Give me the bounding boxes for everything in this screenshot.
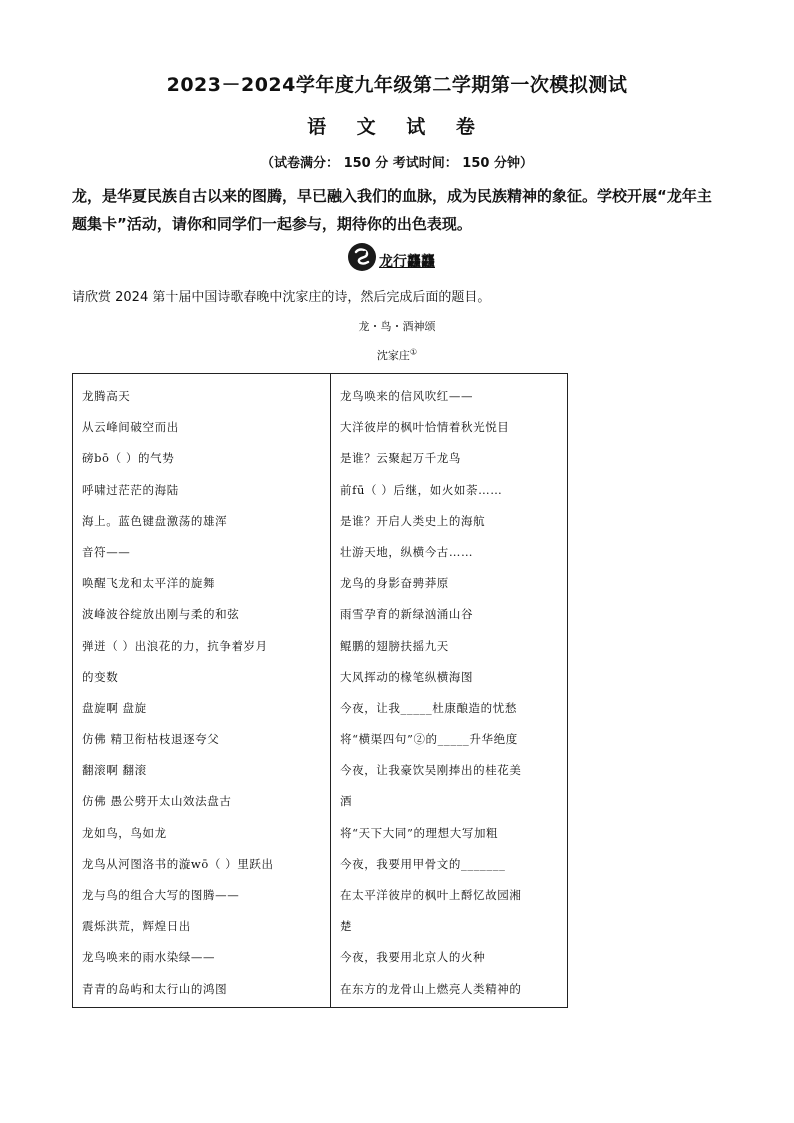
page-title: 2023－2024学年度九年级第二学期第一次模拟测试 (166, 74, 628, 96)
poem-line: 仿佛 愚公劈开太山效法盘古 (82, 794, 232, 809)
poem-line: 今夜，我要用北京人的火种 (340, 950, 486, 965)
poem-line: 仿佛 精卫衔枯枝退逐夸父 (82, 732, 220, 747)
author-footnote-marker: ① (409, 347, 418, 357)
poem-line: 磅bō（ ）的气势 (82, 451, 175, 466)
poem-line: 龙鸟从河图洛书的漩wō（ ）里跃出 (82, 856, 274, 871)
exam-meta: （试卷满分： 150 分 考试时间： 150 分钟） (261, 156, 533, 171)
poem-line: 将“天下大同”的理想大写加粗 (340, 825, 499, 840)
poem-line: 龙如鸟，鸟如龙 (82, 825, 167, 840)
poem-line: 壮游天地，纵横今古…… (340, 544, 474, 559)
poem-line: 唤醒飞龙和太平洋的旋舞 (82, 576, 216, 591)
poem-line: 海上。蓝色键盘激荡的雄浑 (82, 513, 228, 528)
poem-line: 在太平洋彼岸的枫叶上酹忆故园湘 (340, 888, 522, 902)
poem-line: 弹迸（ ）出浪花的力，抗争着岁月 (82, 638, 268, 653)
poem-line: 雨雪孕育的新绿汹涌山谷 (340, 607, 474, 622)
poem-line: 楚 (340, 919, 353, 934)
poem-line: 龙与鸟的组合大写的图腾—— (82, 888, 240, 902)
poem-line: 大洋彼岸的枫叶恰情着秋光悦目 (340, 420, 510, 435)
poem-line: 今夜，让我_____杜康酿造的忧愁 (340, 700, 517, 715)
poem-line: 音符—— (82, 544, 131, 559)
poem-line: 是谁？云聚起万千龙鸟 (340, 451, 461, 466)
poem-author: 沈家庄 (376, 349, 410, 362)
intro-paragraph: 龙，是华夏民族自古以来的图腾，早已融入我们的血脉，成为民族精神的象征。学校开展“龙年主题集卡”活动，请你和同学们一起参与，期待你的出色表现。 (72, 187, 712, 233)
poem-line: 龙鸟的身影奋骋莽原 (340, 576, 449, 591)
exam-subtitle: 语 文 试 卷 (307, 116, 487, 138)
poem-line: 龙鸟唤来的信风吹红—— (340, 389, 474, 403)
poem-line: 翻滚啊 翻滚 (82, 763, 147, 778)
poem-line: 前fū（ ）后继，如火如荼…… (340, 482, 503, 497)
instruction-text: 请欣赏 2024 第十届中国诗歌春晚中沈家庄的诗，然后完成后面的题目。 (72, 290, 491, 305)
poem-line: 龙腾高天 (82, 389, 131, 403)
poem-title: 龙・鸟・酒神颂 (358, 320, 436, 333)
poem-line: 呼啸过茫茫的海陆 (82, 482, 179, 497)
poem-column-left (73, 374, 331, 1007)
poem-line: 震烁洪荒，辉煌日出 (82, 919, 191, 934)
poem-line: 是谁？开启人类史上的海航 (340, 513, 486, 528)
poem-line: 盘旋啊 盘旋 (82, 700, 147, 715)
poem-line: 从云峰间破空而出 (82, 420, 179, 435)
poem-line: 的变数 (82, 669, 119, 684)
poem-line: 大风挥动的椽笔纵横海图 (340, 669, 474, 684)
poem-author-line (0, 347, 794, 363)
poem-line: 将“横渠四句”②的_____升华绝度 (340, 732, 518, 747)
poem-line: 今夜，让我豪饮吴刚捧出的桂花美 (340, 763, 522, 778)
poem-table (72, 373, 568, 1008)
poem-line: 波峰波谷绽放出刚与柔的和弦 (82, 607, 240, 622)
poem-line: 今夜，我要用甲骨文的_______ (340, 856, 506, 871)
dragon-icon (348, 243, 376, 271)
poem-line: 龙鸟唤来的雨水染绿—— (82, 950, 216, 965)
section-heading (348, 242, 435, 272)
poem-line: 在东方的龙骨山上燃亮人类精神的 (340, 981, 522, 996)
poem-line: 青青的岛屿和太行山的鸿图 (82, 981, 228, 996)
poem-column-right (331, 374, 567, 1007)
poem-line: 鲲鹏的翅膀扶摇九天 (340, 638, 449, 653)
poem-line: 酒 (340, 794, 353, 809)
section-title: 龙行龘龘 (379, 254, 435, 270)
